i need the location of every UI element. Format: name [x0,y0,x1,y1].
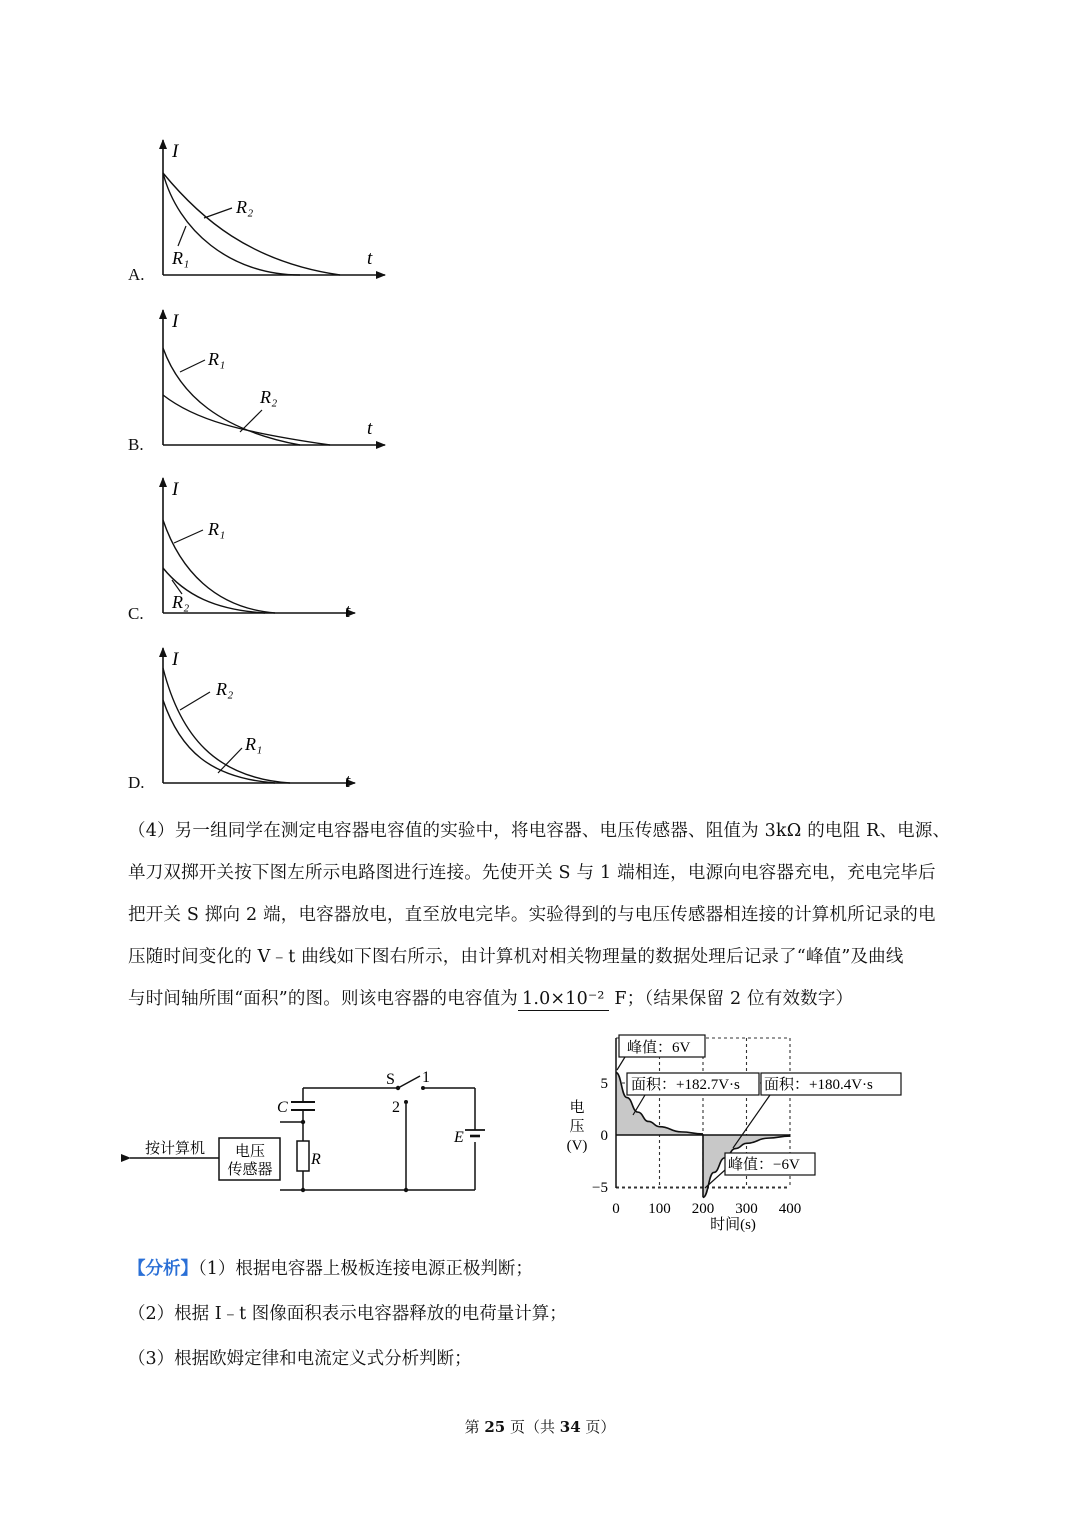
y-tick-label: −5 [592,1180,608,1196]
x-axis-title: 时间(s) [710,1217,756,1233]
graph-c [163,478,355,622]
question-line: （4）另一组同学在测定电容器电容值的实验中，将电容器、电压传感器、阻值为 3kΩ 的电阻 R、电源、 [128,821,951,841]
label-leader [204,208,232,218]
question-text: F；（结果保留 2 位有效数字） [608,989,854,1009]
x-tick-label: 200 [691,1201,715,1217]
junction [404,1188,408,1192]
y-axis-label: I [172,649,179,670]
label-leader [218,748,242,773]
y-tick-label: 0 [600,1128,608,1144]
curve-r1 [163,348,300,445]
curve-label-second: R₁ [245,734,263,754]
y-axis-label: I [172,479,179,500]
resistor-label: R [311,1151,321,1168]
x-axis-label: t [367,418,373,439]
switch-contact-1 [421,1086,425,1090]
junction [301,1120,305,1124]
analysis-line-1 [128,1255,533,1280]
switch-pivot [396,1086,400,1090]
annotation-area1 [627,1073,759,1115]
circuit-wires [280,1076,475,1190]
y-axis-label: I [172,141,179,162]
sensor-label-line2: 传感器 [227,1162,273,1178]
x-tick-labels [612,1201,801,1217]
x-tick-label: 300 [735,1201,758,1217]
curve-label-second: R₁ [172,248,190,268]
curve-label-first: R₂ [236,197,254,217]
page-number: 25 [484,1418,506,1436]
label-leader [240,410,262,432]
annotation-peak1 [617,1035,705,1070]
analysis-tag: 【分析】 [128,1259,198,1279]
analysis-line-2 [128,1300,567,1325]
curve-label-first: R₂ [216,679,234,699]
x-axis-label: t [345,601,351,622]
x-axis-label: t [345,771,351,792]
option-b-label: B. [128,435,144,454]
curve-label-first: R₁ [208,519,226,539]
analysis-text: （1）根据电容器上极板连接电源正极判断； [198,1259,533,1279]
x-tick-label: 0 [612,1201,620,1217]
question-line: 单刀双掷开关按下图左所示电路图进行连接。先使开关 S 与 1 端相连，电源向电容器充电，充电完毕后 [128,863,936,883]
switch-contact-2 [404,1100,408,1104]
option-d-label: D. [128,773,145,792]
question-line: 压随时间变化的 V﹣t 曲线如下图右所示，由计算机对相关物理量的数据处理后记录了“峰值”及曲线 [128,947,904,967]
analysis-text: （2）根据 I﹣t 图像面积表示电容器释放的电荷量计算； [128,1304,567,1324]
question-line: 把开关 S 掷向 2 端，电容器放电，直至放电完毕。实验得到的与电压传感器相连接的计算机所记录的电 [128,905,936,925]
curve-label-first: R₁ [208,349,226,369]
circuit-diagram [120,1060,500,1200]
analysis-text: （3）根据欧姆定律和电流定义式分析判断； [128,1349,472,1369]
graph-b [163,310,385,445]
computer-label: 按计算机 [145,1141,206,1157]
area1-text: 面积：+182.7V·s [631,1077,740,1093]
answer-blank: 1.0×10⁻² [518,988,609,1011]
y-label-line1: 电 [569,1100,585,1116]
page-footer [0,1416,1080,1437]
footer-text: 第 [464,1418,485,1436]
capacitor-label: C [277,1099,288,1116]
analysis-line-3 [128,1345,472,1370]
x-tick-label: 100 [648,1201,671,1217]
option-a-label: A. [128,265,145,284]
terminal-2-label: 2 [392,1099,400,1116]
footer-text: 页（共 [505,1418,560,1436]
voltage-time-chart [555,1030,910,1235]
curve-label-second: R₂ [172,592,190,612]
curve-label-second: R₂ [260,387,278,407]
total-pages: 34 [559,1418,581,1436]
curve-r2 [163,395,330,445]
label-leader [174,530,203,543]
terminal-1-label: 1 [422,1069,430,1086]
x-tick-label: 400 [778,1201,802,1217]
option-c-label: C. [128,604,144,623]
graph-a [163,140,385,275]
y-tick-label: 5 [600,1076,608,1092]
question-line-last [128,978,980,1020]
graph-d [163,648,355,792]
label-leader [178,226,186,246]
label-leader [180,692,210,710]
footer-text: 页） [580,1418,616,1436]
y-axis-label: I [172,311,179,332]
switch-label: S [386,1071,395,1088]
resistor-symbol [297,1141,309,1171]
x-axis-label: t [367,248,373,269]
y-label-line2: 压 [569,1119,585,1135]
label-leader [180,360,205,372]
peak1-text: 峰值：6V [627,1040,691,1056]
y-tick-labels [592,1076,608,1196]
source-label: E [454,1129,464,1146]
peak2-text: 峰值：−6V [728,1157,800,1173]
junction [301,1188,305,1192]
sensor-label-line1: 电压 [234,1144,266,1160]
question-4 [128,810,980,1020]
question-text: 与时间轴所围“面积”的图。则该电容器的电容值为 [128,989,518,1009]
area2-text: 面积：+180.4V·s [764,1077,873,1093]
y-label-unit: (V) [566,1138,588,1154]
